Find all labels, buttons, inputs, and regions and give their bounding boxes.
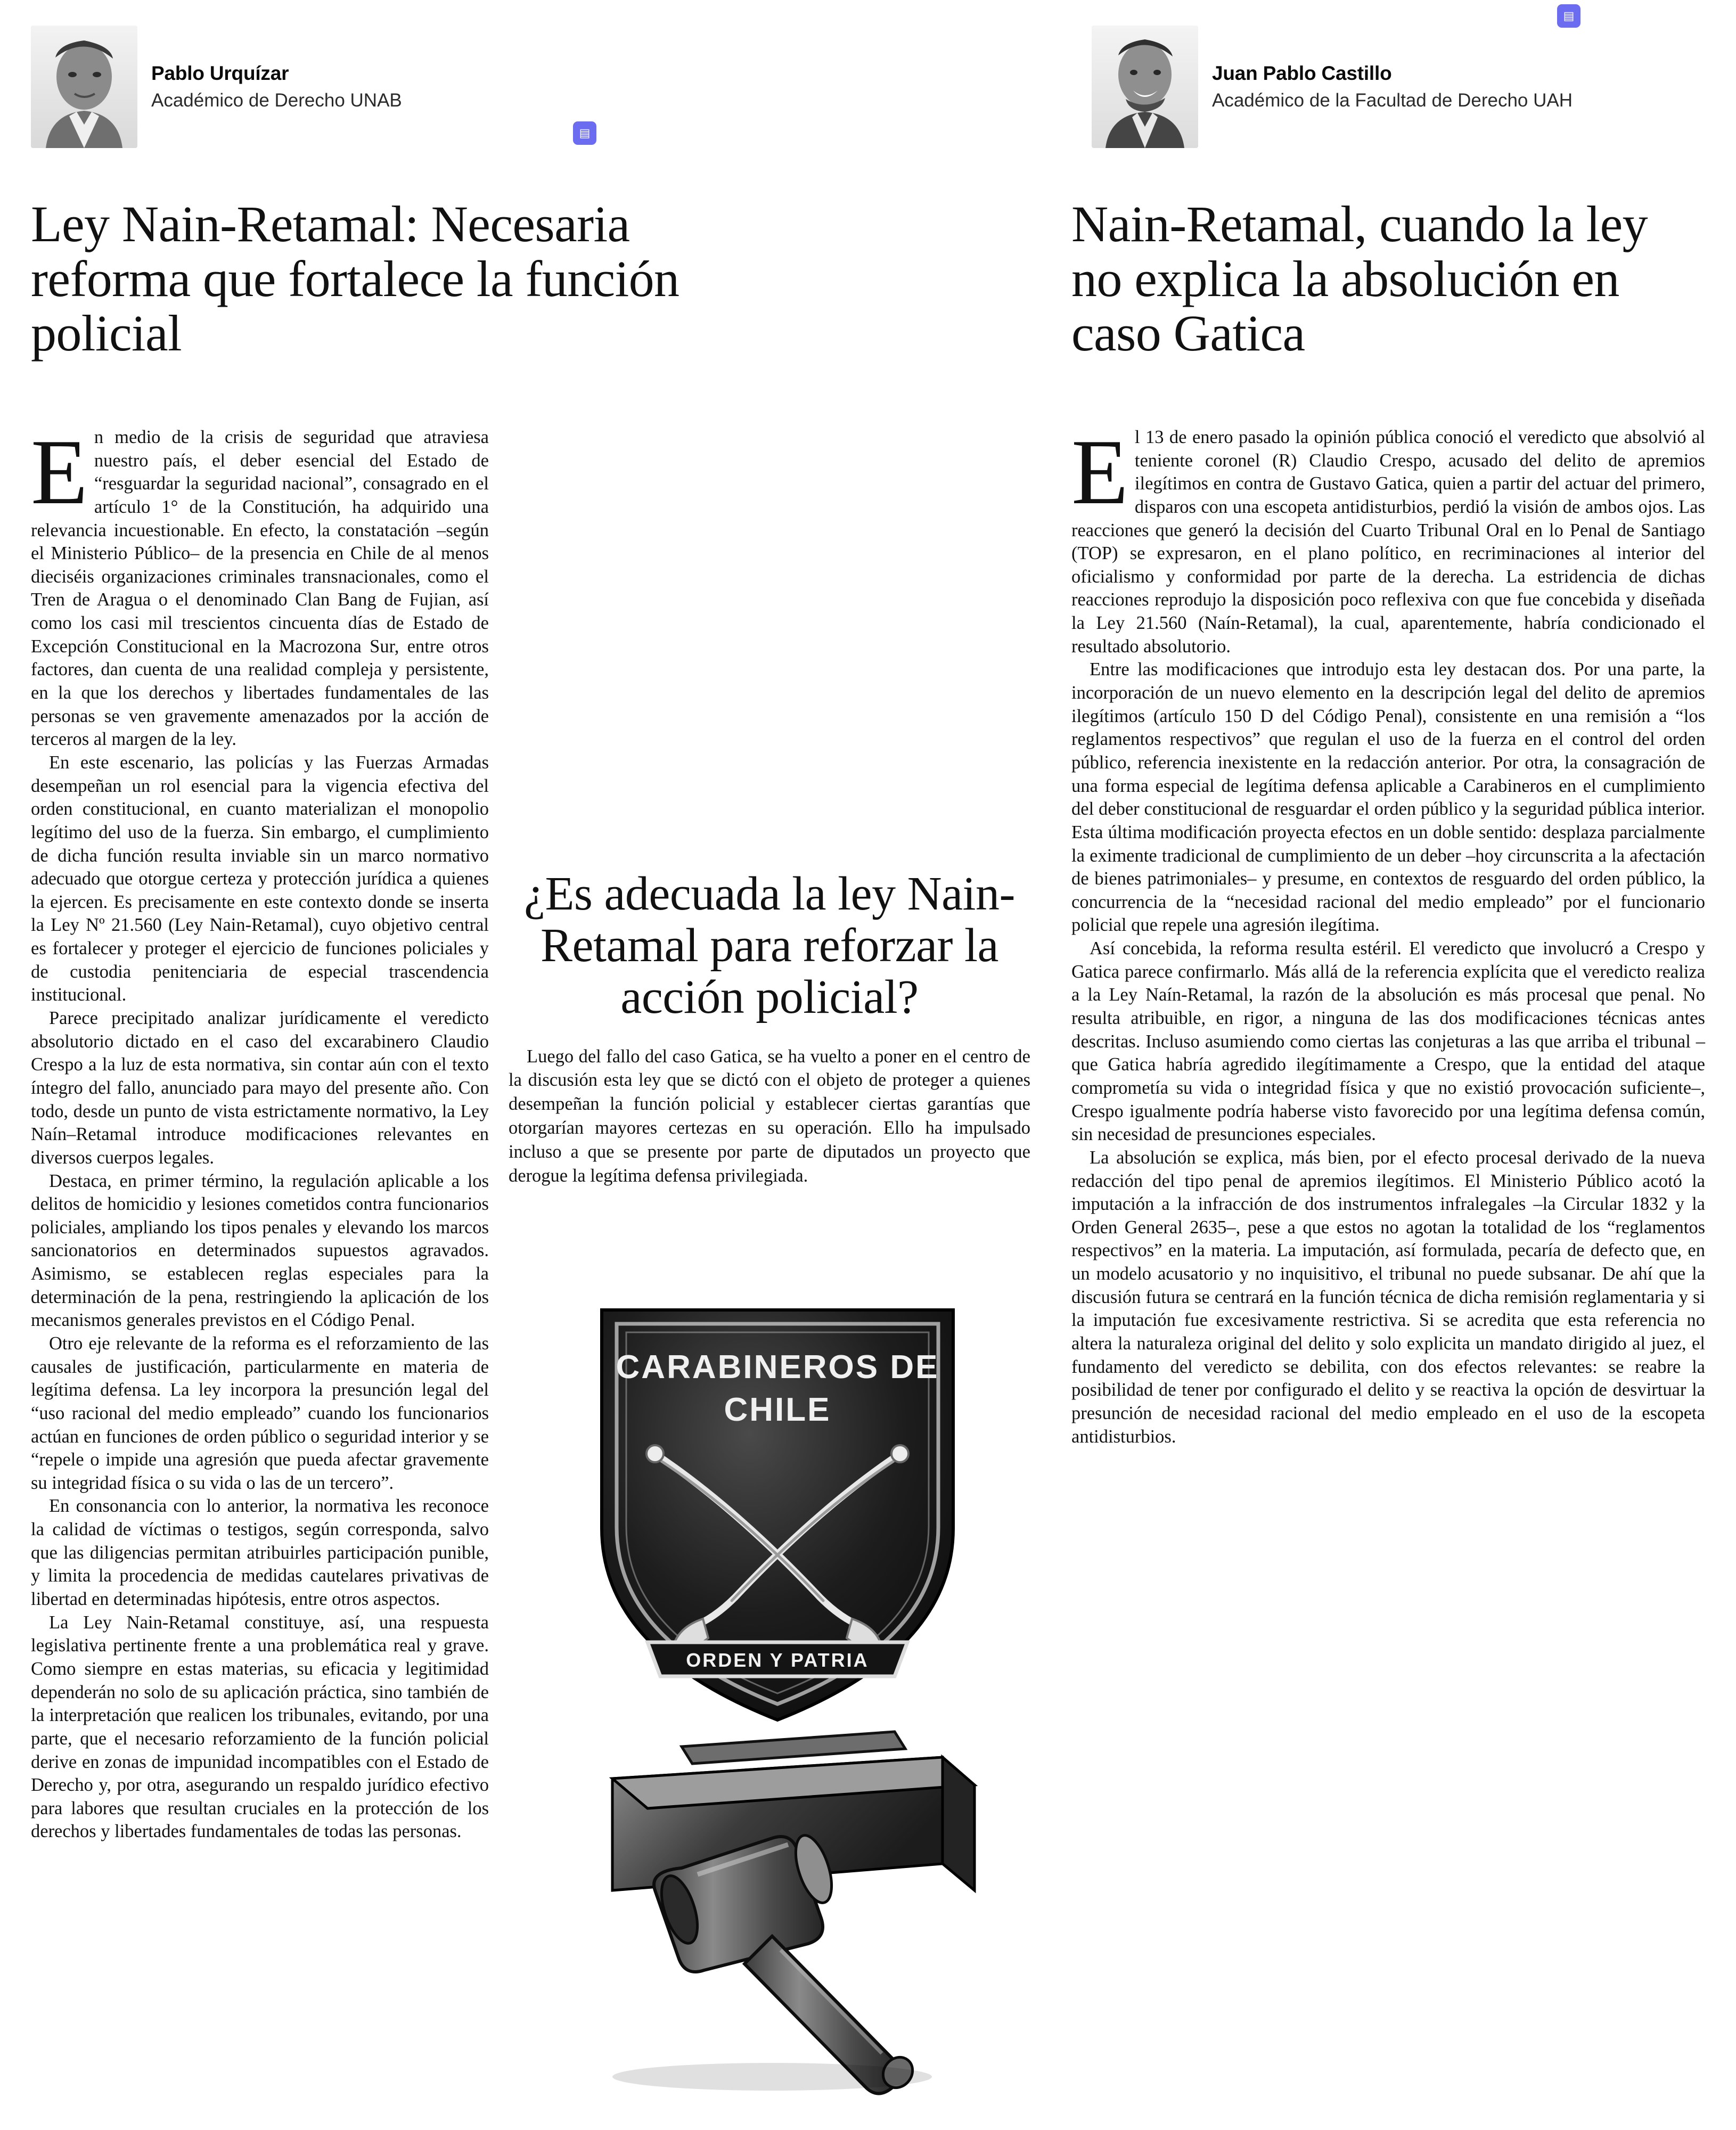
paragraph: Destaca, en primer término, la regulación aplicable a los delitos de homicidio y lesiones cometidos contra funcionarios policiales, ampliando los tipos penales y elevando los marcos sancionatorios en determinados supuestos agravados. Asimismo, se establecen reglas especiales para la determinación de la pena, restringiendo la aplicación de los mecanismos generales previstos en el Código Penal. [31, 1170, 489, 1331]
illustration-carabineros-shield [522, 1278, 1033, 2098]
paragraph: En consonancia con lo anterior, la normativa les reconoce la calidad de víctimas o testigos, según corresponda, salvo que las diligencias permitan atribuirles participación punible, y limita la procedencia de medidas cautelares privativas de libertad en determinadas hipótesis, entre otros aspectos. [31, 1496, 489, 1610]
paragraph-text: n medio de la crisis de seguridad que atraviesa nuestro país, el deber esencial del Estado de “resguardar la seguridad nacional”, consagrado en el artículo 1° de la Constitución, ha adquirido una relevancia incuestionable. En efecto, la constatación –según el Ministerio Público– de la presencia en Chile de al menos dieciséis organizaciones criminales transnacionales, como el Tren de Aragua o el denominado Clan Bang de Fujian, así como los casi mil trescientos cincuenta días de Estado de Excepción Constitucional en la Macrozona Sur, entre otros factores, dan cuenta de una realidad compleja y persistente, en la que los derechos y libertades fundamentales de las personas se ven gravemente amenazados por la acción de terceros al margen de la ley. [31, 427, 489, 750]
widget-badge-icon[interactable] [1557, 4, 1581, 28]
drop-cap: E [1071, 420, 1128, 523]
paragraph: Parece precipitado analizar jurídicamente el veredicto absolutorio dictado en el caso del excarabinero Claudio Crespo a la luz de esta normativa, sin contar aún con el texto íntegro del fallo, anunciado para mayo del presente año. Con todo, desde un punto de vista estrictamente normativo, la Ley Naín–Retamal introduce modificaciones relevantes en diversos cuerpos legales. [31, 1008, 489, 1168]
widget-badge-icon[interactable] [573, 121, 596, 145]
paragraph [1071, 420, 1705, 658]
svg-text:ORDEN Y PATRIA: ORDEN Y PATRIA [686, 1649, 869, 1671]
badge-glyph: ▤ [579, 126, 591, 140]
byline-right [1092, 26, 1573, 148]
center-question-title: ¿Es adecuada la ley Nain-Retamal para reforzar la acción policial? [524, 867, 1015, 1024]
paragraph: Otro eje relevante de la reforma es el reforzamiento de las causales de justificación, particularmente en materia de legítima defensa. La ley incorpora la presunción legal del “uso racional del medio empleado” cuando los funcionarios actúan en funciones de orden público o seguridad interior y se “repele o impide una agresión que pueda afectar gravemente su integridad física o su vida o las de un tercero”. [31, 1333, 489, 1493]
author-role: Académico de la Facultad de Derecho UAH [1212, 90, 1573, 111]
paragraph: La absolución se explica, más bien, por el efecto procesal derivado de la nueva redacción del tipo penal de apremios ilegítimos. El Ministerio Público acotó la imputación a la infracción de dos instrumentos infralegales –la Circular 1832 y la Orden General 2635–, pese a que estos no agotan la totalidad de los “reglamentos respectivos” en la materia. La imputación, así formulada, pecaría de defecto que, en un modelo acusatorio y no inquisitivo, el tribunal no puede subsanar. De ahí que la discusión futura se centrará en la función técnica de dicha remisión reglamentaria y si la imputación fue excesivamente restrictiva. Si se acredita que esta referencia no altera la naturaleza original del delito y solo explicita un mandato dirigido al juez, el fundamento del veredicto se debilita, con dos efectos relevantes: se reabre la posibilidad de tener por configurado el delito y se reactiva la opción de desvirtuar la presunción de necesidad racional del medio empleado en el uso de la escopeta antidisturbios. [1071, 1147, 1705, 1447]
avatar [1092, 26, 1198, 148]
paragraph-text: l 13 de enero pasado la opinión pública conoció el veredicto que absolvió al teniente coronel (R) Claudio Crespo, acusado del delito de apremios ilegítimos en contra de Gustavo Gatica, quien a partir del actuar del primero, disparos con una escopeta antidisturbios, perdió la visión de ambos ojos. Las reacciones que generó la decisión del Cuarto Tribunal Oral en lo Penal de Santiago (TOP) se expresaron, en el plano político, en recriminaciones al interior del oficialismo y conformidad por parte de la derecha. La estridencia de dichas reacciones reprodujo la disposición poco reflexiva con que fue concebida y diseñada la Ley 21.560 (Naín-Retamal), la cual, aparentemente, habría condicionado el resultado absolutorio. [1071, 427, 1705, 657]
article-body-left [31, 420, 489, 1844]
author-name: Pablo Urquízar [151, 62, 289, 84]
badge-glyph: ▤ [1563, 9, 1575, 22]
paragraph: Así concebida, la reforma resulta estéril. El veredicto que involucró a Crespo y Gatica parece confirmarlo. Más allá de la referencia explícita que el veredicto realiza a la Ley Naín-Retamal, la razón de la absolución es más procesal que penal. No resulta atribuible, en rigor, a ninguna de las dos modificaciones técnicas antes descritas. Incluso asumiendo como ciertas las conjeturas a las que arriba el tribunal –que Gatica habría agredido ilegítimamente a Crespo, que la entidad del ataque comprometía su vida o integridad física y que no existió provocación suficiente–, Crespo igualmente podría haberse visto favorecido por una legítima defensa común, sin necesidad de presunciones especiales. [1071, 938, 1705, 1145]
center-lede: Luego del fallo del caso Gatica, se ha vuelto a poner en el centro de la discusión esta ley que se dictó con el objeto de proteger a quienes desempeñan la función policial y establecer ciertas garantías que otorgarían mayores certezas en su operación. Ello ha impulsado incluso a que se presente por parte de diputados un proyecto que derogue la legítima defensa privilegiada. [509, 1046, 1030, 1186]
page-title-right: Nain-Retamal, cuando la ley no explica la absolución en caso Gatica [1071, 195, 1648, 362]
avatar [31, 26, 137, 148]
center-feature [495, 868, 1044, 1188]
paragraph [31, 420, 489, 751]
svg-text:CARABINEROS DE: CARABINEROS DE [616, 1349, 939, 1386]
article-body-right [1071, 420, 1705, 1448]
drop-cap: E [31, 420, 88, 523]
svg-text:CHILE: CHILE [724, 1391, 831, 1428]
paragraph: En este escenario, las policías y las Fuerzas Armadas desempeñan un rol esencial para la vigencia efectiva del orden constitucional, en cuanto materializan el monopolio legítimo del uso de la fuerza. Sin embargo, el cumplimiento de dicha función resulta inviable sin un marco normativo adecuado que otorgue certeza y protección jurídica a quienes la ejercen. Es precisamente en este contexto donde se inserta la Ley Nº 21.560 (Ley Nain-Retamal), cuyo objetivo central es fortalecer y proteger el ejercicio de funciones policiales y de custodia penitenciaria de especial trascendencia institucional. [31, 752, 489, 1005]
byline-left [31, 26, 402, 148]
paragraph: Entre las modificaciones que introdujo esta ley destacan dos. Por una parte, la incorporación de un nuevo elemento en la descripción legal del delito de apremios ilegítimos (artículo 150 D del Código Penal), consistente en una remisión a “los reglamentos respectivos” que regulan el uso de la fuerza en el control del orden público, referencia inexistente en la redacción anterior. Por otra, la consagración de una forma especial de legítima defensa aplicable a Carabineros en el cumplimiento del deber constitucional de resguardar el orden público y la seguridad pública interior. Esta última modificación proyecta efectos en un doble sentido: desplaza parcialmente la eximente tradicional de cumplimiento de un deber –hoy circunscrita a la afectación de bienes patrimoniales– y presume, en contextos de resguardo del orden público, la concurrencia de la “necesidad racional del medio empleado” por el funcionario policial que repele una agresión ilegítima. [1071, 659, 1705, 936]
author-role: Académico de Derecho UNAB [151, 90, 402, 111]
page-title-left: Ley Nain-Retamal: Necesaria reforma que fortalece la función policial [31, 195, 679, 362]
paragraph: La Ley Nain-Retamal constituye, así, una respuesta legislativa pertinente frente a una problemática real y grave. Como siempre en estas materias, su eficacia y legitimidad dependerán no solo de su aplicación práctica, sino también de la interpretación que realicen los tribunales, evitando, por una parte, que el necesario reforzamiento de la función policial derive en zonas de impunidad incompatibles con el Estado de Derecho y, por otra, asegurando un respaldo jurídico efectivo para labores que resultan cruciales en la protección de los derechos y libertades fundamentales de todas las personas. [31, 1612, 489, 1842]
author-name: Juan Pablo Castillo [1212, 62, 1392, 84]
